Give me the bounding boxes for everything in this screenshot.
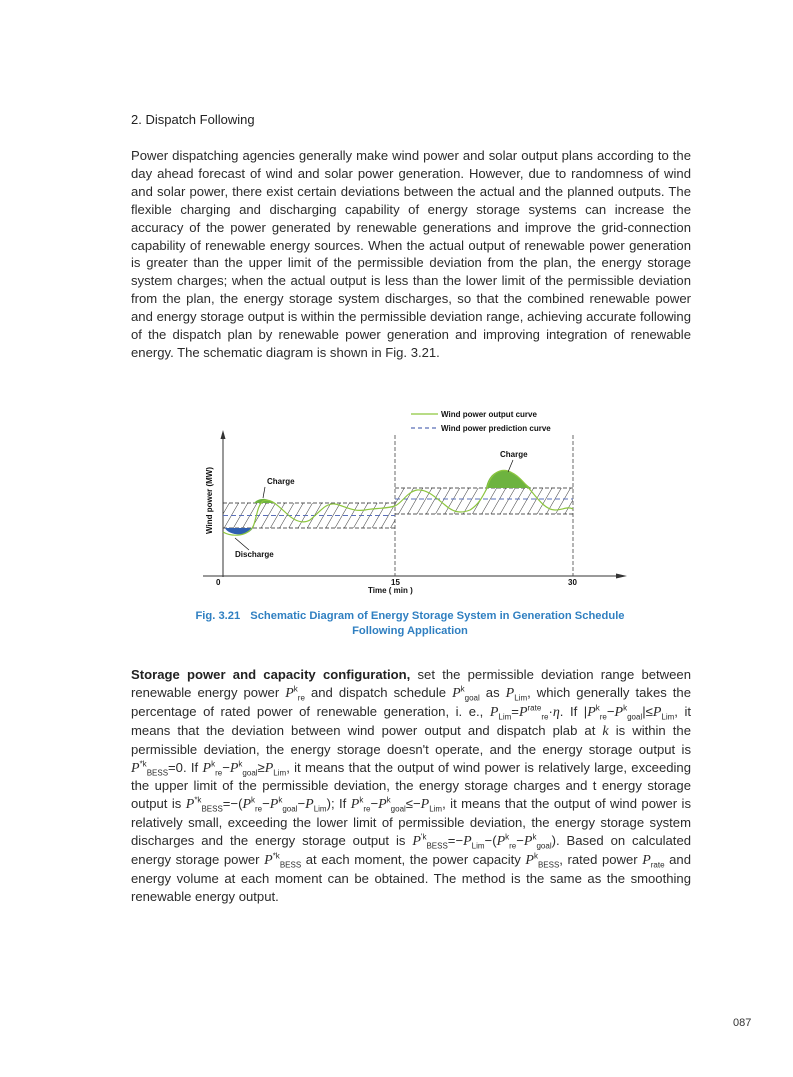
y-axis-label: Wind power (MW) bbox=[205, 466, 214, 534]
legend-output-label: Wind power output curve bbox=[441, 410, 537, 419]
tick-30: 30 bbox=[568, 578, 577, 587]
charge-label-2: Charge bbox=[500, 450, 528, 459]
x-axis-label: Time ( min ) bbox=[368, 586, 413, 595]
legend-prediction-label: Wind power prediction curve bbox=[441, 424, 551, 433]
schedule-following-diagram bbox=[195, 402, 635, 602]
tick-15: 15 bbox=[391, 578, 400, 587]
charge-area-2 bbox=[486, 470, 531, 488]
figure-3-21 bbox=[195, 402, 635, 602]
intro-paragraph: Power dispatching agencies generally make wind power and solar output plans according to the day ahead forecast of wind and solar power generation. However, due to randomness of wind and solar power, there exist certain deviations between the actual and the planned outputs. The flexible charging and discharging capability of energy storage systems can increase the accuracy of the power generated by renewable generations and improve the grid-connection capability of renewable energy sources. When the actual output of renewable power generation is greater than the upper limit of the permissible deviation from the plan, the energy storage system charges; when the actual output is less than the lower limit of the permissible deviation from the plan, the energy storage system discharges, so that the combined renewable power and energy storage output is within the permissible deviation range, achieving accurate following of the dispatch plan by renewable power generation and improving integration of renewable energy. The schematic diagram is shown in Fig. 3.21. bbox=[131, 148, 691, 360]
figure-caption bbox=[180, 609, 640, 639]
legend bbox=[411, 410, 551, 433]
discharge-label: Discharge bbox=[235, 550, 274, 559]
y-axis-arrow-icon bbox=[221, 430, 226, 439]
caption-line-2: Following Application bbox=[352, 625, 468, 637]
section-heading: 2. Dispatch Following bbox=[131, 112, 255, 127]
configuration-paragraph: Storage power and capacity configuration, set the permissible deviation range between renewable energy power $P^k_{re}$ and dispatch schedule $P^k_{goal}$ as $P_{Lim}$, which generally takes the percentage of rated power of renewable generation, i. e., $P_{Lim}=P^{rate}_{re}\cdot\eta$. If $|P^k_{re}-P^k_{goal}|\le P_{Lim}$, it means that the deviation between wind power output and dispatch plab at k is within the permissible deviation, the energy storage doesn't operate, and the energy storage output is $P^{*k}_{BESS}=0$. If $P^k_{re}-P^k_{goal}\ge P_{Lim}$, it means that the output of wind power is relatively large, exceeding the upper limit of the permissible deviation, the energy storage charges and t energy storage output is $P^{*k}_{BESS}=-(P^k_{re}-P^k_{goal}-P_{Lim})$; If $P^k_{re}-P^k_{goal}\le-P_{Lim}$, it means that the output of wind power is relatively small, exceeding the lower limit of permissible deviation, the energy storage system discharges and the energy storage output is $P^{'k}_{BESS}=-P_{Lim}-(P^k_{re}-P^k_{goal})$. Based on calculated energy storage power $P^{*k}_{BESS}$ at each moment, the power capacity $P^k_{BESS}$, rated power $P_{rate}$ and energy volume at each moment can be obtained. The method is the same as the smoothing renewable energy output. bbox=[131, 667, 692, 904]
x-axis-arrow-icon bbox=[616, 574, 627, 579]
lead-phrase: Storage power and capacity configuration, bbox=[131, 667, 411, 682]
figure-number: Fig. 3.21 bbox=[195, 610, 241, 622]
tick-0: 0 bbox=[216, 578, 221, 587]
page-number: 087 bbox=[733, 1017, 752, 1029]
deviation-band-2 bbox=[395, 488, 573, 514]
charge-label-1: Charge bbox=[267, 477, 295, 486]
caption-line-1: Schematic Diagram of Energy Storage System in Generation Schedule bbox=[250, 610, 625, 622]
